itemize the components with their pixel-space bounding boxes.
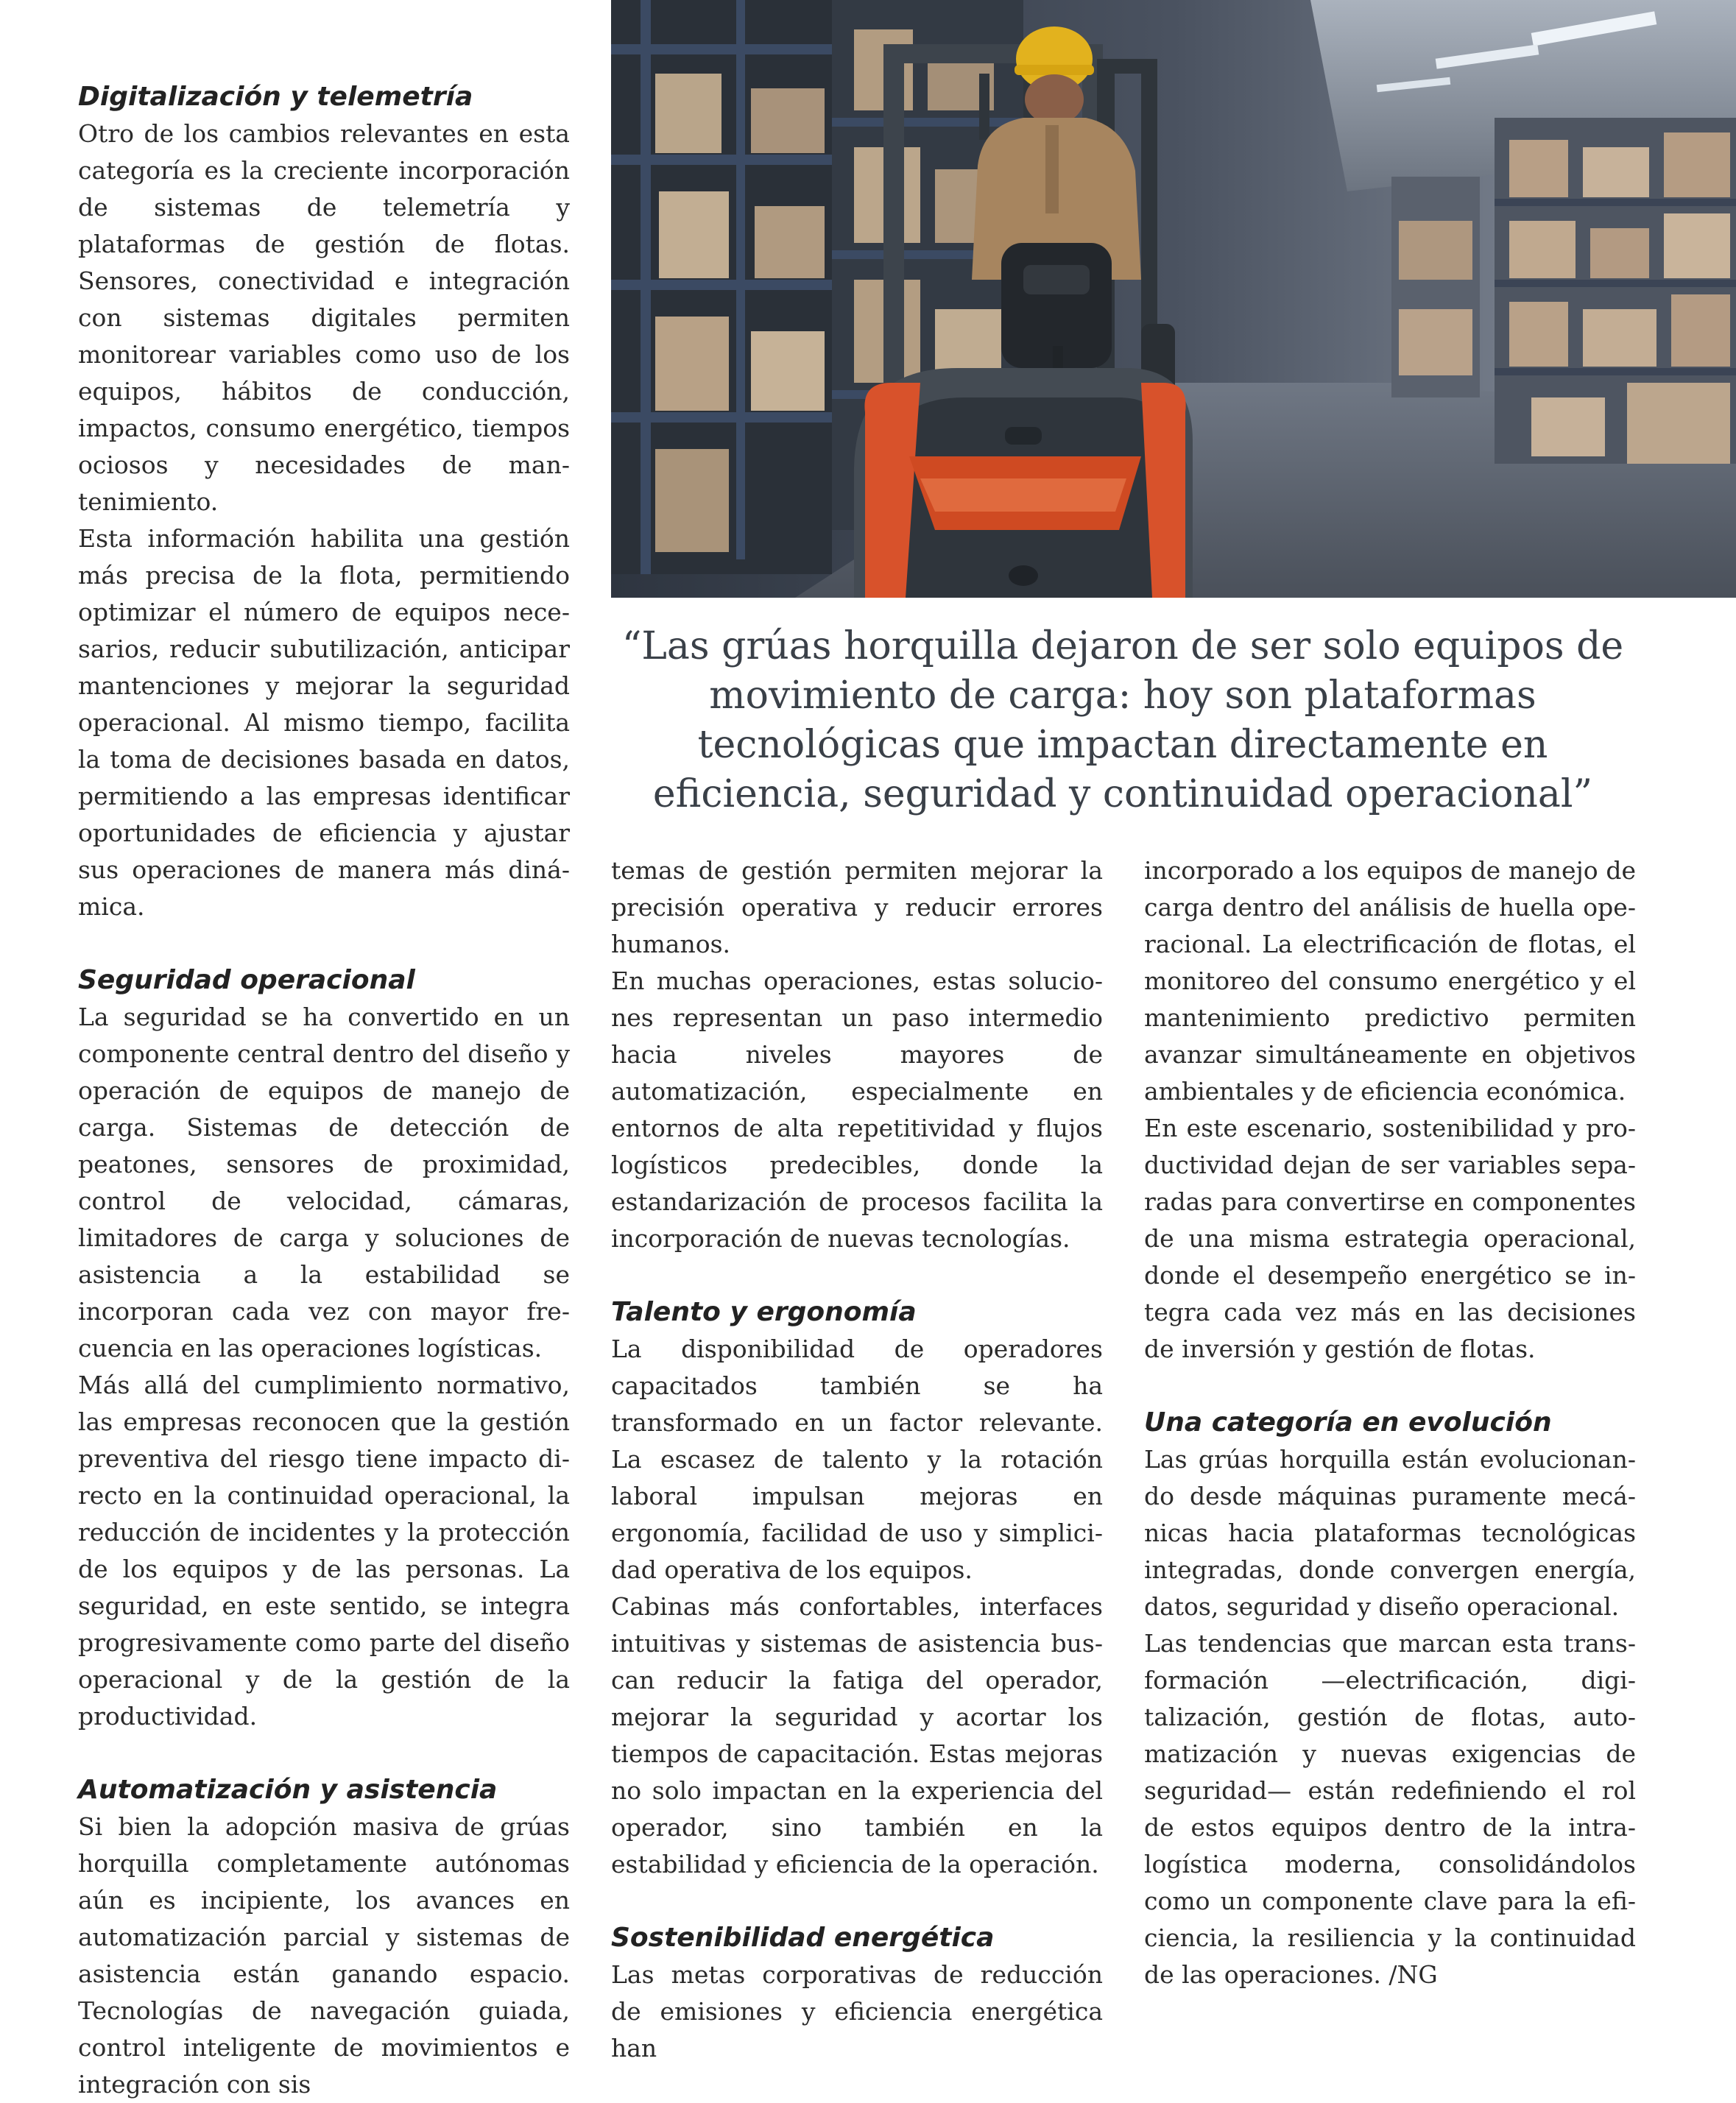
pull-quote: “Las grúas horquilla dejaron de ser solo equipos de movimiento de carga: hoy son plataformas tecnológicas que impactan directamente en eficiencia, seguridad y continuidad operacional” (621, 624, 1624, 816)
paragraph: Si bien la adopción masiva de grúas horquilla completamente autónomas aún es incipiente, los avances en automatización parcial y sistemas de asistencia están ganando espacio. Tecnologías de navegación guiada, control inteligente de movimientos e integración con sis (78, 1812, 570, 2099)
paragraph: Otro de los cambios relevantes en esta categoría es la creciente incorporación de sistemas de telemetría y plataformas de gestión de flotas. Sensores, conectividad e integración con sistemas digitales permiten monitorear variables como uso de los equipos, hábitos de conducción, impactos, consumo energético, tiempos ociosos y necesidades de mantenimiento. (78, 119, 570, 516)
section-heading-evolucion: Una categoría en evolución (1144, 1407, 1552, 1438)
paragraph: incorporado a los equipos de manejo de carga dentro del análisis de huella operacional. La electrificación de flotas, el monitoreo del consumo energético y el mantenimiento predictivo permiten avanzar simultáneamente en objetivos ambientales y de eficiencia económica. (1144, 856, 1636, 1106)
article-column-1 (78, 79, 570, 2103)
section-heading-automatizacion: Automatización y asistencia (78, 1775, 498, 1805)
paragraph: Las tendencias que marcan esta transformación —electrificación, digitalización, gestión de flotas, automatización y nuevas exigencias de seguridad— están redefiniendo el rol de estos equipos dentro de la intralogística moderna, consolidándolos como un componente clave para la eficiencia, la resiliencia y la continuidad de las operaciones. /NG (1144, 1629, 1636, 1989)
section-heading-sostenibilidad: Sostenibilidad energética (611, 1923, 995, 1953)
paragraph: En muchas operaciones, estas soluciones representan un paso intermedio hacia niveles mayores de automatización, especialmente en entornos de alta repetitividad y flujos logísticos predecibles, donde la estandarización de procesos facilita la incorporación de nuevas tecnologías. (611, 966, 1103, 1253)
article-column-3 (1144, 852, 1636, 1993)
section-heading-talento: Talento y ergonomía (611, 1297, 917, 1327)
paragraph: Más allá del cumplimiento normativo, las empresas reconocen que la gestión preventiva del riesgo tiene impacto directo en la continuidad operacional, la reducción de incidentes y la protección de los equipos y de las personas. La seguridad, en este sentido, se integra progresivamente como parte del diseño operacional y de la gestión de la productividad. (78, 1371, 570, 1731)
paragraph: La disponibilidad de operadores capacitados también se ha transformado en un factor relevante. La escasez de talento y la rotación laboral impulsan mejoras en ergonomía, facilidad de uso y simplicidad operativa de los equipos. (611, 1335, 1103, 1584)
section-heading-digitalizacion: Digitalización y telemetría (78, 82, 473, 112)
warehouse-forklift-photo (611, 0, 1736, 598)
paragraph: En este escenario, sostenibilidad y productividad dejan de ser variables separadas para convertirse en componentes de una misma estrategia operacional, donde el desempeño energético se integra cada vez más en las decisiones de inversión y gestión de flotas. (1144, 1114, 1636, 1363)
forklift-photo-icon (611, 0, 1736, 598)
paragraph: Cabinas más confortables, interfaces intuitivas y sistemas de asistencia buscan reducir la fatiga del operador, mejorar la seguridad y acortar los tiempos de capacitación. Estas mejoras no solo impactan en la experiencia del operador, sino también en la estabilidad y eficiencia de la operación. (611, 1592, 1103, 1878)
section-heading-seguridad: Seguridad operacional (78, 965, 415, 995)
paragraph: Esta información habilita una gestión más precisa de la flota, permitiendo optimizar el número de equipos necesarios, reducir subutilización, anticipar mantenciones y mejorar la seguridad operacional. Al mismo tiempo, facilita la toma de decisiones basada en datos, permitiendo a las empresas identificar oportunidades de eficiencia y ajustar sus operaciones de manera más dinámica. (78, 524, 570, 921)
paragraph: La seguridad se ha convertido en un componente central dentro del diseño y operación de equipos de manejo de carga. Sistemas de detección de peatones, sensores de proximidad, control de velocidad, cámaras, limitadores de carga y soluciones de asistencia a la estabilidad se incorporan cada vez con mayor frecuencia en las operaciones logísticas. (78, 1003, 570, 1362)
article-column-2 (611, 852, 1103, 2067)
paragraph: Las grúas horquilla están evolucionando desde máquinas puramente mecánicas hacia plataformas tecnológicas integradas, donde convergen energía, datos, seguridad y diseño operacional. (1144, 1445, 1636, 1621)
paragraph: Las metas corporativas de reducción de emisiones y eficiencia energética han (611, 1960, 1103, 2063)
paragraph: temas de gestión permiten mejorar la precisión operativa y reducir errores humanos. (611, 856, 1103, 958)
